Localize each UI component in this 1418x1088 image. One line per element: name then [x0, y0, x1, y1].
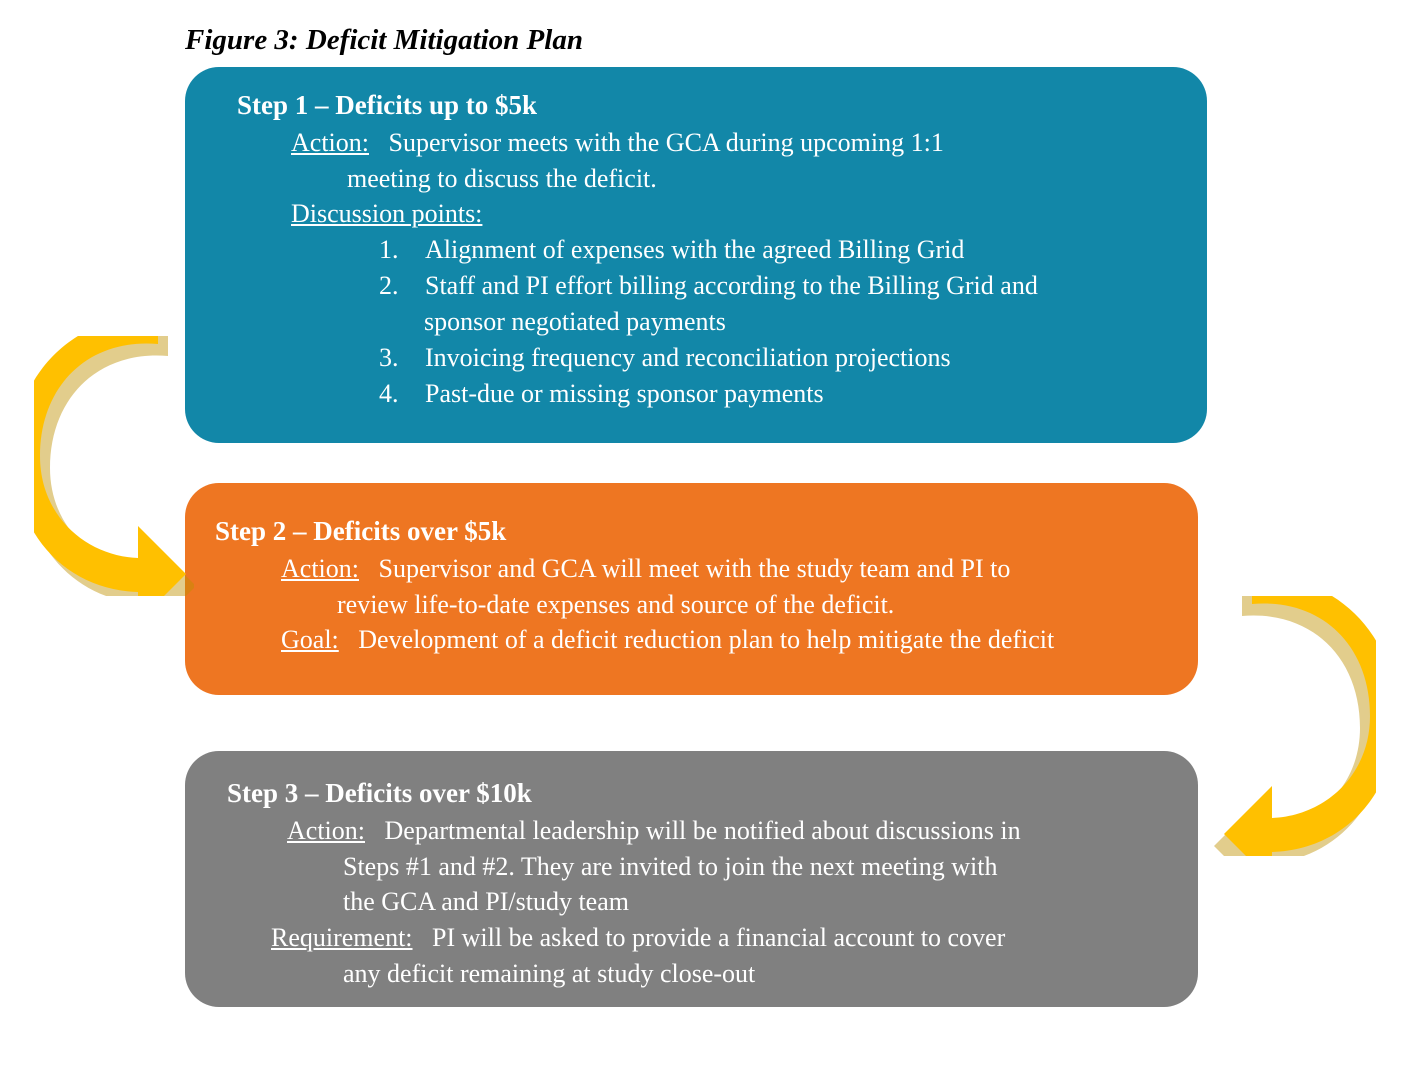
step-3-action-line-1 — [287, 813, 1168, 849]
list-text-2: Staff and PI effort billing according to the Billing Grid and — [425, 271, 1038, 301]
step-2-action-label: Action: — [281, 553, 359, 583]
step-1-discussion-item-3 — [379, 340, 1177, 376]
curved-arrow-down-left-icon — [34, 336, 194, 596]
step-3-box — [185, 751, 1198, 1007]
step-1-action-line-2: meeting to discuss the deficit. — [347, 163, 657, 193]
step-1-discussion-label-line — [291, 196, 1177, 232]
list-text-4: Past-due or missing sponsor payments — [425, 378, 824, 408]
step-1-action-line-1 — [291, 125, 1177, 161]
step-2-action-line-2: review life-to-date expenses and source of the deficit. — [337, 589, 895, 619]
step-2-action-line-1 — [281, 551, 1168, 587]
step-2-goal-label: Goal: — [281, 625, 339, 655]
step-2-goal-text: Development of a deficit reduction plan to help mitigate the deficit — [358, 625, 1055, 655]
step-1-box — [185, 67, 1207, 443]
list-text-1: Alignment of expenses with the agreed Billing Grid — [425, 235, 965, 265]
step-2-action-text-1: Supervisor and GCA will meet with the study team and PI to — [378, 553, 1011, 583]
step-3-action-label: Action: — [287, 815, 365, 845]
step-3-action-text-1: Departmental leadership will be notified about discussions in — [384, 815, 1021, 845]
step-1-discussion-item-2 — [379, 268, 1177, 304]
step-3-requirement-line-2: any deficit remaining at study close-out — [343, 959, 756, 989]
step-2-heading: Step 2 – Deficits over $5k — [215, 516, 507, 546]
step-1-action-text-1: Supervisor meets with the GCA during upcoming 1:1 — [388, 127, 944, 157]
step-3-action-line-2: Steps #1 and #2. They are invited to join the next meeting with — [343, 851, 998, 881]
step-1-action-label: Action: — [291, 127, 369, 157]
step-1-discussion-label: Discussion points: — [291, 199, 483, 229]
step-3-action-line-3: the GCA and PI/study team — [343, 887, 629, 917]
list-text-3: Invoicing frequency and reconciliation projections — [425, 342, 951, 372]
step-1-heading: Step 1 – Deficits up to $5k — [237, 90, 538, 120]
step-1-discussion-item-1 — [379, 232, 1177, 268]
list-number-4: 4. — [379, 378, 399, 408]
step-2-box — [185, 483, 1198, 695]
list-number-1: 1. — [379, 235, 399, 265]
step-1-discussion-item-4 — [379, 376, 1177, 412]
step-3-requirement-line-1 — [271, 920, 1168, 956]
curved-arrow-down-right-icon — [1196, 596, 1376, 856]
list-number-3: 3. — [379, 342, 399, 372]
step-3-requirement-label: Requirement: — [271, 923, 413, 953]
step-2-goal-line — [281, 622, 1168, 658]
step-3-requirement-text-1: PI will be asked to provide a financial account to cover — [432, 923, 1006, 953]
step-3-heading: Step 3 – Deficits over $10k — [227, 778, 532, 808]
step-1-discussion-item-2-cont: sponsor negotiated payments — [424, 307, 726, 337]
list-number-2: 2. — [379, 271, 399, 301]
figure-title: Figure 3: Deficit Mitigation Plan — [185, 24, 583, 56]
